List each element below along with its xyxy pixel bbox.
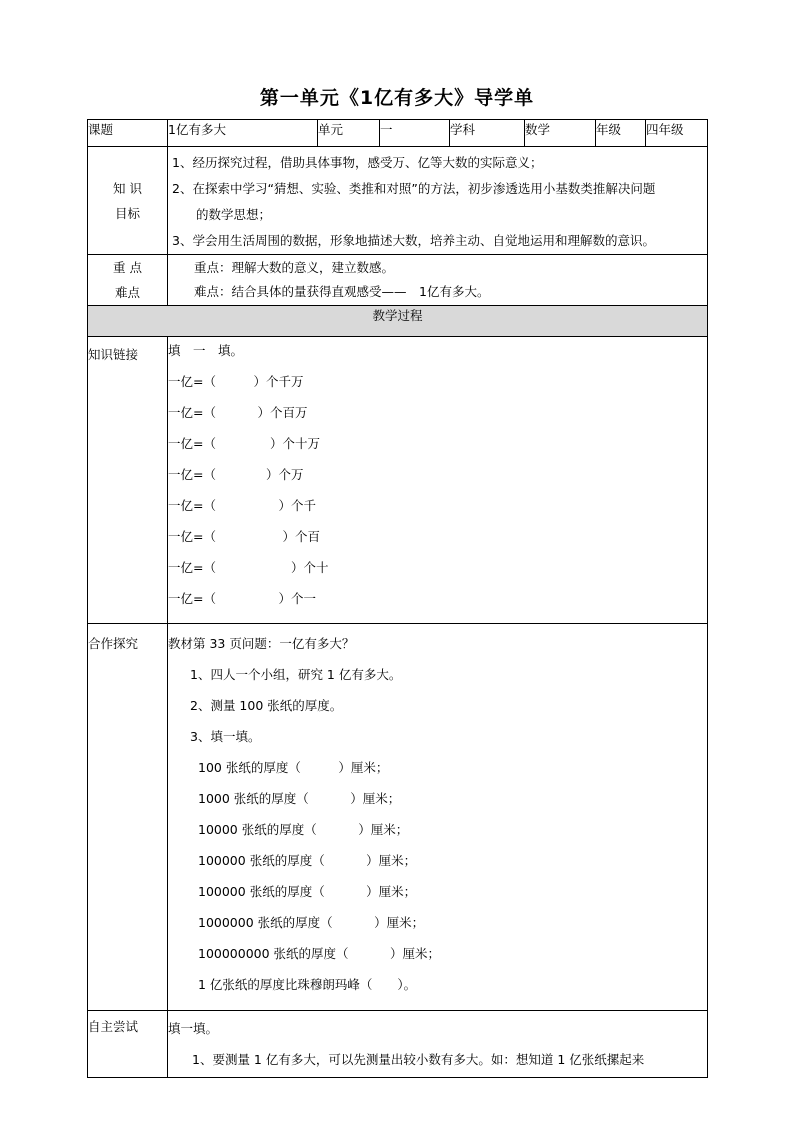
study-sheet-table bbox=[87, 119, 708, 1078]
explore-row bbox=[88, 624, 708, 1011]
self-item: 1、要测量 1 亿有多大，可以先测量出较小数有多大。如：想知道 1 亿张纸摞起来 bbox=[192, 1052, 645, 1067]
focus-content bbox=[168, 255, 708, 306]
grade-value: 四年级 bbox=[646, 120, 708, 147]
thickness-fill-row: 10000 张纸的厚度（ ）厘米； bbox=[198, 822, 409, 837]
thickness-fill-row: 100 张纸的厚度（ ）厘米； bbox=[198, 760, 389, 775]
header-row bbox=[88, 120, 708, 147]
focus-label-line-2: 难点 bbox=[114, 285, 140, 300]
focus-row bbox=[88, 255, 708, 306]
explore-step: 3、填一填。 bbox=[190, 729, 261, 744]
fill-blank-row: 一亿=（ ）个十万 bbox=[168, 436, 320, 451]
subject-label: 学科 bbox=[450, 120, 525, 147]
fill-blank-row: 一亿=（ ）个千万 bbox=[168, 374, 304, 389]
fill-blank-row: 一亿=（ ）个百万 bbox=[168, 405, 308, 420]
link-heading: 填 一 填。 bbox=[168, 343, 244, 358]
goal-item: 2、在探索中学习“猜想、实验、类推和对照”的方法，初步渗透选用小基数类推解决问题 bbox=[172, 181, 656, 196]
fill-blank-row: 一亿=（ ）个十 bbox=[168, 560, 329, 575]
difficult-point: 难点：结合具体的量获得直观感受—— 1亿有多大。 bbox=[194, 284, 490, 299]
fill-blank-row: 一亿=（ ）个百 bbox=[168, 529, 320, 544]
goals-label-line-2: 目标 bbox=[114, 205, 140, 221]
thickness-fill-row: 1000000 张纸的厚度（ ）厘米； bbox=[198, 915, 425, 930]
link-label: 知识链接 bbox=[88, 337, 168, 624]
focus-label-line-1: 重 点 bbox=[113, 260, 142, 275]
thickness-fill-row: 1 亿张纸的厚度比珠穆朗玛峰（ ）。 bbox=[198, 977, 417, 992]
thickness-fill-row: 100000000 张纸的厚度（ ）厘米； bbox=[198, 946, 441, 961]
grade-label: 年级 bbox=[596, 120, 646, 147]
thickness-fill-row: 100000 张纸的厚度（ ）厘米； bbox=[198, 884, 417, 899]
subject-value: 数学 bbox=[525, 120, 596, 147]
fill-blank-row: 一亿=（ ）个千 bbox=[168, 498, 316, 513]
explore-heading: 教材第 33 页问题：一亿有多大？ bbox=[168, 636, 355, 651]
focus-label bbox=[88, 255, 168, 306]
key-point: 重点：理解大数的意义，建立数感。 bbox=[194, 260, 395, 275]
link-content bbox=[168, 337, 708, 624]
topic-label: 课题 bbox=[88, 120, 168, 147]
fill-blank-row: 一亿=（ ）个一 bbox=[168, 591, 316, 606]
goal-item: 的数学思想； bbox=[196, 207, 272, 222]
explore-content bbox=[168, 624, 708, 1011]
process-band bbox=[88, 306, 708, 337]
goals-content bbox=[168, 147, 708, 255]
explore-step: 2、测量 100 张纸的厚度。 bbox=[190, 698, 343, 713]
topic-value: 1亿有多大 bbox=[168, 120, 318, 147]
explore-step: 1、四人一个小组，研究 1 亿有多大。 bbox=[190, 667, 402, 682]
page-title: 第一单元《1亿有多大》导学单 bbox=[259, 87, 535, 109]
goals-row bbox=[88, 147, 708, 255]
goals-label-line-1: 知 识 bbox=[113, 180, 142, 196]
unit-value: 一 bbox=[380, 120, 450, 147]
link-row bbox=[88, 337, 708, 624]
thickness-fill-row: 1000 张纸的厚度（ ）厘米； bbox=[198, 791, 401, 806]
explore-label: 合作探究 bbox=[88, 624, 168, 1011]
thickness-fill-row: 100000 张纸的厚度（ ）厘米； bbox=[198, 853, 417, 868]
self-row bbox=[88, 1011, 708, 1078]
goals-label bbox=[88, 147, 168, 255]
process-title: 教学过程 bbox=[88, 306, 708, 337]
self-content bbox=[168, 1011, 708, 1078]
fill-blank-row: 一亿=（ ）个万 bbox=[168, 467, 304, 482]
unit-label: 单元 bbox=[318, 120, 380, 147]
goal-item: 1、经历探究过程，借助具体事物，感受万、亿等大数的实际意义； bbox=[172, 155, 543, 170]
self-heading: 填一填。 bbox=[168, 1021, 219, 1036]
self-label: 自主尝试 bbox=[88, 1011, 168, 1078]
goal-item: 3、学会用生活周围的数据，形象地描述大数，培养主动、自觉地运用和理解数的意识。 bbox=[172, 233, 655, 248]
